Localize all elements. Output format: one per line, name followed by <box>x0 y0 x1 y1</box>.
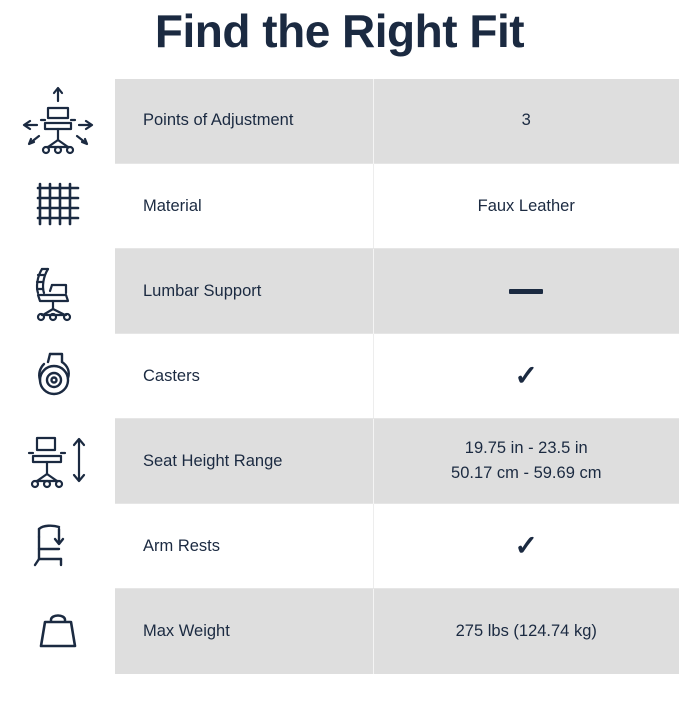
lumbar-support-chair-icon <box>0 259 115 323</box>
row-value <box>373 419 679 504</box>
dash-indicator <box>509 289 543 294</box>
table-row <box>0 419 679 504</box>
table-row <box>0 79 679 164</box>
row-value-line-1: 19.75 in - 23.5 in <box>374 436 679 461</box>
row-icon-cell <box>0 249 115 334</box>
check-indicator: ✓ <box>515 362 538 390</box>
row-label: Casters <box>115 334 373 419</box>
row-icon-cell <box>0 164 115 249</box>
seat-height-arrow-icon <box>0 426 115 496</box>
table-row <box>0 164 679 249</box>
adjustable-chair-arrows-icon <box>0 84 115 158</box>
row-value <box>373 504 679 589</box>
row-label: Material <box>115 164 373 249</box>
row-value-line-2: 50.17 cm - 59.69 cm <box>374 461 679 486</box>
arm-rest-icon <box>0 515 115 577</box>
row-icon-cell <box>0 419 115 504</box>
page-title: Find the Right Fit <box>0 6 679 57</box>
specs-table <box>0 79 679 674</box>
table-row <box>0 249 679 334</box>
row-value: 275 lbs (124.74 kg) <box>373 589 679 674</box>
row-label: Max Weight <box>115 589 373 674</box>
table-row <box>0 589 679 674</box>
row-value: 3 <box>373 79 679 164</box>
row-value <box>373 334 679 419</box>
row-label: Seat Height Range <box>115 419 373 504</box>
row-label: Lumbar Support <box>115 249 373 334</box>
table-row <box>0 334 679 419</box>
row-label: Points of Adjustment <box>115 79 373 164</box>
row-label: Arm Rests <box>115 504 373 589</box>
row-icon-cell <box>0 79 115 164</box>
row-value: Faux Leather <box>373 164 679 249</box>
row-icon-cell <box>0 334 115 419</box>
row-icon-cell <box>0 589 115 674</box>
spec-sheet <box>0 6 679 721</box>
mesh-material-icon <box>0 178 115 234</box>
check-indicator: ✓ <box>515 532 538 560</box>
row-value <box>373 249 679 334</box>
table-row <box>0 504 679 589</box>
row-icon-cell <box>0 504 115 589</box>
caster-wheel-icon <box>0 346 115 406</box>
weight-icon <box>0 602 115 660</box>
